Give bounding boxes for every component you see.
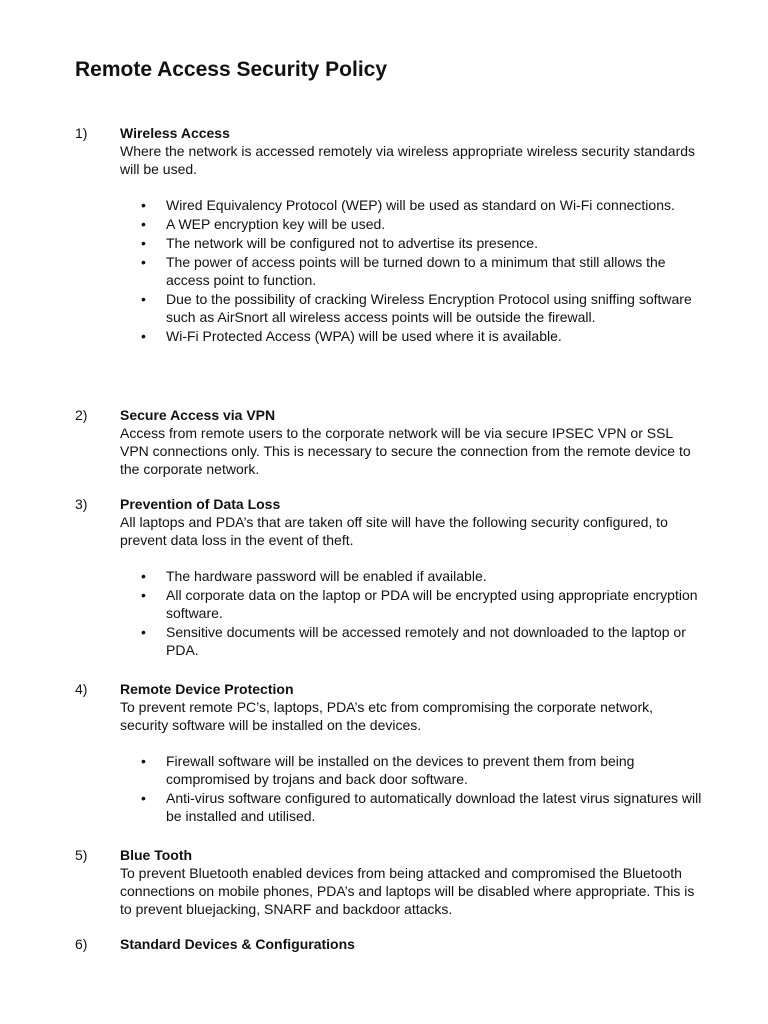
section-heading: Remote Device Protection — [120, 681, 294, 697]
section-standard-devices — [120, 935, 705, 953]
section-number: 4) — [75, 681, 88, 697]
bullet-icon: • — [141, 235, 146, 251]
section-number: 6) — [75, 936, 88, 952]
bullet-icon: • — [141, 197, 146, 213]
section-prevention-data-loss — [120, 495, 705, 660]
bullet-item: • Sensitive documents will be accessed remotely and not downloaded to the laptop or PDA. — [141, 624, 686, 658]
bullet-item: • The hardware password will be enabled if available. — [141, 568, 487, 584]
bullet-list — [120, 567, 705, 659]
section-number: 5) — [75, 847, 88, 863]
bullet-icon: • — [141, 254, 146, 270]
bullet-icon: • — [141, 216, 146, 232]
bullet-list — [120, 752, 705, 825]
bullet-item: • A WEP encryption key will be used. — [141, 216, 386, 232]
section-number: 1) — [75, 125, 88, 141]
bullet-item: • The power of access points will be turned down to a minimum that still allows the access point to function. — [141, 254, 666, 288]
bullet-item: • Anti-virus software configured to automatically download the latest virus signatures will be installed and utilised. — [141, 790, 702, 824]
bullet-item: • All corporate data on the laptop or PDA will be encrypted using appropriate encryption software. — [141, 587, 698, 621]
section-heading: Wireless Access — [120, 125, 230, 141]
section-remote-device-protection — [120, 680, 705, 826]
section-body: To prevent Bluetooth enabled devices from being attacked and compromised the Bluetooth connections on mobile phones, PDA’s and laptops will be disabled where appropriate. This is to prevent bluejacking, SNARF and backdoor attacks. — [120, 865, 695, 917]
section-wireless-access — [120, 124, 705, 346]
bullet-list — [120, 196, 705, 345]
bullet-icon: • — [141, 790, 146, 806]
section-body: Access from remote users to the corporate network will be via secure IPSEC VPN or SSL VPN connections only. This is necessary to secure the connection from the remote device to the corporate network. — [120, 425, 691, 477]
document-title: Remote Access Security Policy — [75, 58, 388, 81]
section-blue-tooth — [120, 846, 705, 918]
section-number: 3) — [75, 496, 88, 512]
bullet-icon: • — [141, 291, 146, 307]
bullet-icon: • — [141, 568, 146, 584]
bullet-icon: • — [141, 587, 146, 603]
bullet-item: • Due to the possibility of cracking Wireless Encryption Protocol using sniffing software such as AirSnort all wireless access points will be outside the firewall. — [141, 291, 692, 325]
section-body: To prevent remote PC’s, laptops, PDA’s etc from compromising the corporate network, security software will be installed on the devices. — [120, 699, 654, 733]
bullet-icon: • — [141, 624, 146, 640]
bullet-icon: • — [141, 328, 146, 344]
section-heading: Blue Tooth — [120, 847, 193, 863]
section-heading: Secure Access via VPN — [120, 407, 276, 423]
bullet-item: • Wi-Fi Protected Access (WPA) will be used where it is available. — [141, 328, 562, 344]
bullet-icon: • — [141, 753, 146, 769]
bullet-item: • Firewall software will be installed on the devices to prevent them from being compromised by trojans and back door software. — [141, 753, 635, 787]
section-number: 2) — [75, 407, 88, 423]
bullet-item: • Wired Equivalency Protocol (WEP) will be used as standard on Wi-Fi connections. — [141, 197, 675, 213]
bullet-item: • The network will be configured not to advertise its presence. — [141, 235, 538, 251]
section-heading: Prevention of Data Loss — [120, 496, 281, 512]
section-body: Where the network is accessed remotely via wireless appropriate wireless security standards will be used. — [120, 143, 696, 177]
section-body: All laptops and PDA’s that are taken off site will have the following security configured, to prevent data loss in the event of theft. — [120, 514, 668, 548]
section-heading: Standard Devices & Configurations — [120, 936, 355, 952]
section-secure-access-vpn — [120, 406, 705, 478]
